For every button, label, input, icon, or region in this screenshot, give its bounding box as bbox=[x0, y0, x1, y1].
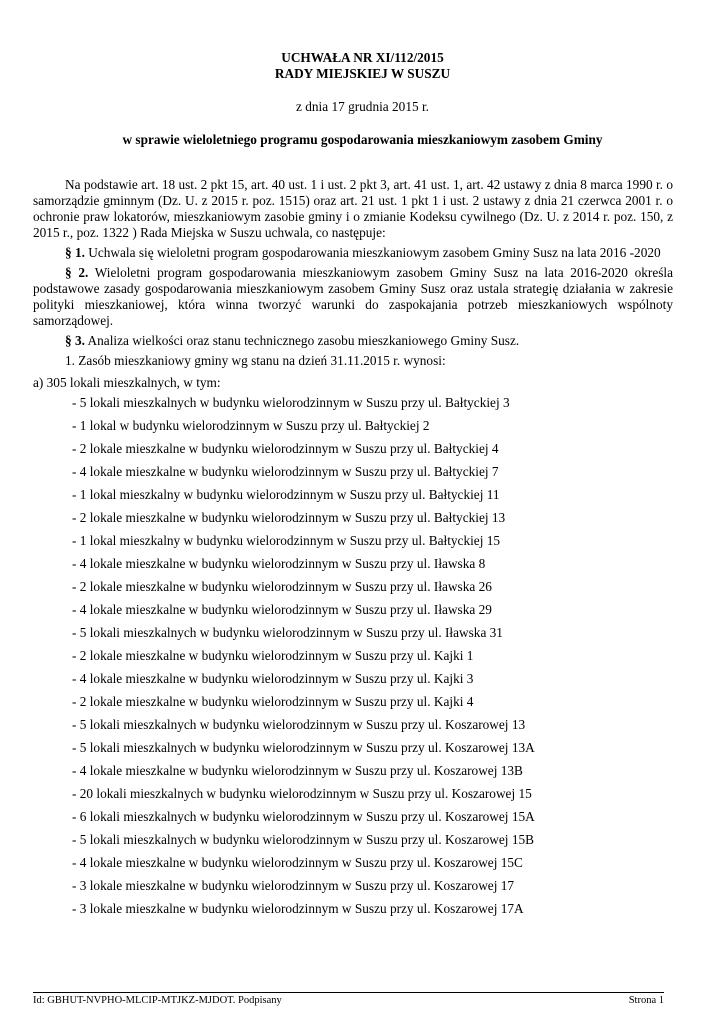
list-item: - 3 lokale mieszkalne w budynku wielorodzinnym w Suszu przy ul. Koszarowej 17A bbox=[72, 901, 524, 916]
council-name: RADY MIEJSKIEJ W SUSZU bbox=[274, 66, 451, 81]
footer-divider bbox=[33, 992, 664, 993]
list-item: - 5 lokali mieszkalnych w budynku wielorodzinnym w Suszu przy ul. Koszarowej 13 bbox=[72, 717, 526, 732]
resolution-date: z dnia 17 grudnia 2015 r. bbox=[296, 99, 429, 114]
list-item: - 4 lokale mieszkalne w budynku wielorodzinnym w Suszu przy ul. Iławska 29 bbox=[72, 602, 492, 617]
document-id: Id: GBHUT-NVPHO-MLCIP-MTJKZ-MJDOT. Podpisany bbox=[33, 995, 282, 1006]
list-item: - 4 lokale mieszkalne w budynku wielorodzinnym w Suszu przy ul. Bałtyckiej 7 bbox=[72, 464, 499, 479]
list-item: - 5 lokali mieszkalnych w budynku wielorodzinnym w Suszu przy ul. Koszarowej 15B bbox=[72, 832, 534, 847]
list-item: - 1 lokal w budynku wielorodzinnym w Suszu przy ul. Bałtyckiej 2 bbox=[72, 418, 430, 433]
preamble: Na podstawie art. 18 ust. 2 pkt 15, art. 40 ust. 1 i ust. 2 pkt 3, art. 41 ust. 1, art. 42 ustawy z dnia 8 marca 1990 r. o samorządzie gminnym (Dz. U. z 2015 r. poz. 1515) oraz art. 21 ust. 1 pkt 1 i ust. 2 ustawy z dnia 21 czerwca 2001 r. o ochronie praw lokatorów, mieszkaniowym zasobie gminy i o zmianie Kodeksu cywilnego (Dz. U. z 2014 r. poz. 150, z 2015 r., poz. 1322 ) Rada Miejska w Suszu uchwala, co następuje: bbox=[33, 177, 673, 240]
section-1 bbox=[33, 245, 673, 261]
list-item: - 4 lokale mieszkalne w budynku wielorodzinnym w Suszu przy ul. Iławska 8 bbox=[72, 556, 486, 571]
section-label: § 2. bbox=[65, 265, 89, 280]
list-item: - 5 lokali mieszkalnych w budynku wielorodzinnym w Suszu przy ul. Koszarowej 13A bbox=[72, 740, 535, 755]
section-label: § 3. bbox=[65, 333, 85, 348]
list-item: - 6 lokali mieszkalnych w budynku wielorodzinnym w Suszu przy ul. Koszarowej 15A bbox=[72, 809, 535, 824]
resolution-number: UCHWAŁA NR XI/112/2015 bbox=[281, 50, 444, 65]
page-number: Strona 1 bbox=[628, 995, 664, 1006]
list-item: - 20 lokali mieszkalnych w budynku wielorodzinnym w Suszu przy ul. Koszarowej 15 bbox=[72, 786, 532, 801]
resolution-subject: w sprawie wieloletniego programu gospodarowania mieszkaniowym zasobem Gminy bbox=[122, 132, 603, 147]
list-item: - 1 lokal mieszkalny w budynku wielorodzinnym w Suszu przy ul. Bałtyckiej 15 bbox=[72, 533, 501, 548]
point-a: a) 305 lokali mieszkalnych, w tym: bbox=[33, 375, 221, 390]
list-item: - 2 lokale mieszkalne w budynku wielorodzinnym w Suszu przy ul. Bałtyckiej 13 bbox=[72, 510, 506, 525]
document-body bbox=[33, 177, 673, 924]
list-item: - 3 lokale mieszkalne w budynku wielorodzinnym w Suszu przy ul. Koszarowej 17 bbox=[72, 878, 515, 893]
list-item: - 2 lokale mieszkalne w budynku wielorodzinnym w Suszu przy ul. Kajki 1 bbox=[72, 648, 474, 663]
section-text: Uchwala się wieloletni program gospodarowania mieszkaniowym zasobem Gminy Susz na lata 2016 -2020 bbox=[84, 245, 661, 260]
list-item: - 4 lokale mieszkalne w budynku wielorodzinnym w Suszu przy ul. Koszarowej 15C bbox=[72, 855, 523, 870]
housing-units-list bbox=[33, 395, 673, 924]
section-3 bbox=[33, 333, 673, 349]
section-text: Analiza wielkości oraz stanu technicznego zasobu mieszkaniowego Gminy Susz. bbox=[84, 333, 520, 348]
list-item: - 4 lokale mieszkalne w budynku wielorodzinnym w Suszu przy ul. Kajki 3 bbox=[72, 671, 474, 686]
section-label: § 1. bbox=[65, 245, 85, 260]
list-item: - 2 lokale mieszkalne w budynku wielorodzinnym w Suszu przy ul. Iławska 26 bbox=[72, 579, 492, 594]
list-item: - 1 lokal mieszkalny w budynku wielorodzinnym w Suszu przy ul. Bałtyckiej 11 bbox=[72, 487, 500, 502]
point-1: 1. Zasób mieszkaniowy gminy wg stanu na dzień 31.11.2015 r. wynosi: bbox=[65, 353, 446, 368]
list-item: - 5 lokali mieszkalnych w budynku wielorodzinnym w Suszu przy ul. Bałtyckiej 3 bbox=[72, 395, 510, 410]
section-2 bbox=[33, 265, 673, 329]
list-item: - 2 lokale mieszkalne w budynku wielorodzinnym w Suszu przy ul. Kajki 4 bbox=[72, 694, 474, 709]
list-item: - 4 lokale mieszkalne w budynku wielorodzinnym w Suszu przy ul. Koszarowej 13B bbox=[72, 763, 523, 778]
section-text: Wieloletni program gospodarowania mieszkaniowym zasobem Gminy Susz na lata 2016-2020 określa podstawowe zasady gospodarowania mieszkaniowym zasobem Gminy Susz oraz ustala strategię działania w zakresie polityki mieszkaniowej, która winna tworzyć warunki do zaspokajania potrzeb mieszkaniowych wspólnoty samorządowej. bbox=[33, 265, 673, 328]
list-item: - 5 lokali mieszkalnych w budynku wielorodzinnym w Suszu przy ul. Iławska 31 bbox=[72, 625, 503, 640]
list-item: - 2 lokale mieszkalne w budynku wielorodzinnym w Suszu przy ul. Bałtyckiej 4 bbox=[72, 441, 499, 456]
